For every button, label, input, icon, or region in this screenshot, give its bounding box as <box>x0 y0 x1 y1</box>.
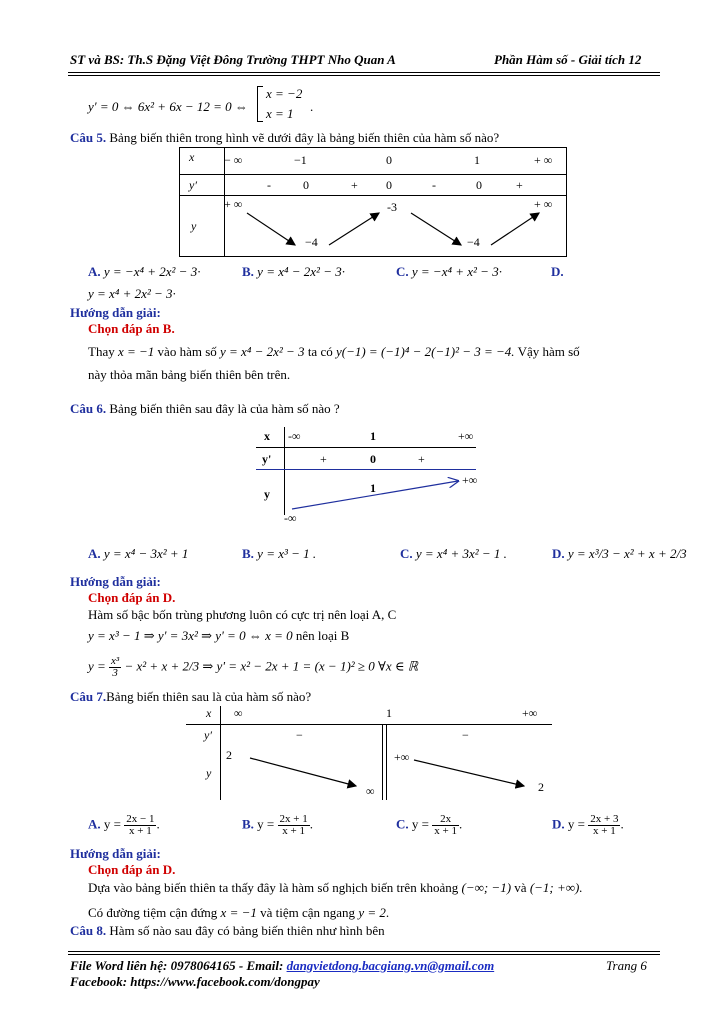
q5-x-val: 1 <box>474 153 480 167</box>
q6-option-a: A. y = x⁴ − 3x² + 1 <box>88 546 189 561</box>
q5-yp-val: + <box>516 178 523 192</box>
q5-yp-label: y′ <box>189 178 197 192</box>
q5-y-val: -3 <box>387 200 397 214</box>
q7-y-val: ∞ <box>366 784 375 798</box>
q6-arrow-up <box>292 481 458 509</box>
header-rule-bottom <box>68 75 660 76</box>
q5-x-val: 0 <box>386 153 392 167</box>
q7-arrow-down-1 <box>250 758 356 786</box>
footer-facebook: Facebook: https://www.facebook.com/dongpay <box>70 974 320 989</box>
q7-option-a: A. y = $\frac{2x - 1}{x + 1}$ . <box>88 813 160 837</box>
q5-x-label: x <box>189 150 195 164</box>
q5-yp-val: 0 <box>303 178 309 192</box>
q5-text: Bảng biến thiên trong hình vẽ dưới đây là bảng biến thiên của hàm số nào? <box>109 130 500 145</box>
q5-x-val: + ∞ <box>534 153 553 167</box>
header-rule-top <box>68 72 660 73</box>
intro-root-1: x = −2 <box>266 86 303 101</box>
q5-answer: Chọn đáp án B. <box>88 321 175 336</box>
footer-email-link[interactable]: dangvietdong.bacgiang.vn@gmail.com <box>286 958 495 973</box>
q7-guide-label: Hướng dẫn giải: <box>70 846 161 861</box>
q5-arrow-down-1 <box>247 213 295 245</box>
q7-answer: Chọn đáp án D. <box>88 862 176 877</box>
q6-x-val: +∞ <box>458 429 474 443</box>
q5-y-val: −4 <box>467 235 480 249</box>
q6-y-label: y <box>264 487 270 501</box>
q6-y-val: +∞ <box>462 473 478 487</box>
q5-yp-val: - <box>432 178 436 192</box>
q7-yp-label: y′ <box>204 728 212 742</box>
q5-yp-val: 0 <box>386 178 392 192</box>
q6-variation-table <box>256 427 478 523</box>
q5-label: Câu 5. <box>70 130 107 145</box>
q5-option-a: A. y = −x⁴ + 2x² − 3· <box>88 264 201 279</box>
q7-text: Bảng biến thiên sau là của hàm số nào? <box>106 689 312 704</box>
q5-yp-val: - <box>267 178 271 192</box>
q6-option-b: B. y = x³ − 1 . <box>242 546 317 561</box>
q6-x-label: x <box>264 429 270 443</box>
q6-yp-val: 0 <box>370 452 376 466</box>
q6-yp-val: + <box>418 452 425 466</box>
q8-question <box>70 923 385 939</box>
q5-option-d-letter: D. <box>551 264 564 279</box>
q7-yp-val: − <box>462 728 469 742</box>
q5-x-val: −1 <box>294 153 307 167</box>
q6-label: Câu 6. <box>70 401 107 416</box>
footer-line-1: File Word liên hệ: 0978064165 - Email: dangvietdong.bacgiang.vn@gmail.com <box>70 958 495 973</box>
q5-y-val: + ∞ <box>534 197 553 211</box>
q7-option-c: C. y = $\frac{2x}{x + 1}$ . <box>396 813 463 837</box>
q5-x-val: − ∞ <box>224 153 243 167</box>
q7-label: Câu 7. <box>70 689 107 704</box>
q6-answer: Chọn đáp án D. <box>88 590 176 605</box>
q6-guide-label: Hướng dẫn giải: <box>70 574 161 589</box>
q5-option-b: B. y = x⁴ − 2x² − 3· <box>242 264 345 279</box>
q6-solution-line-1: Hàm số bậc bốn trùng phương luôn có cực trị nên loại A, C <box>88 607 397 622</box>
q7-y-val: 2 <box>538 780 544 794</box>
q6-solution-line-3: y = $\frac{\text{x³}}{3}$ − x² + x + 2/3 ⇒ y' = x² − 2x + 1 = (x − 1)² ≥ 0 ∀x ∈ ℝ <box>88 655 419 679</box>
footer-rule-top <box>68 951 660 952</box>
q5-arrow-up-1 <box>329 213 379 245</box>
q5-question <box>70 130 499 146</box>
q6-solution-line-2: y = x³ − 1 ⇒ y' = 3x² ⇒ y' = 0 ⇔ x = 0 nên loại B <box>88 628 350 643</box>
q6-x-val: -∞ <box>288 429 301 443</box>
footer-rule-bottom <box>68 954 660 955</box>
q7-x-val: ∞ <box>234 706 243 720</box>
q7-arrow-down-2 <box>414 760 524 786</box>
q6-text: Bảng biến thiên sau đây là của hàm số nào ? <box>109 401 340 416</box>
q7-y-label: y <box>206 766 212 780</box>
q5-y-val: −4 <box>305 235 318 249</box>
q5-option-c: C. y = −x⁴ + x² − 3· <box>396 264 502 279</box>
q5-guide-label: Hướng dẫn giải: <box>70 305 161 320</box>
q7-yp-val: − <box>296 728 303 742</box>
q5-option-d-expr: y = x⁴ + 2x² − 3· <box>88 286 176 301</box>
q7-arrows <box>186 706 552 800</box>
q7-solution-line-2: Có đường tiệm cận đứng x = −1 và tiệm cận ngang y = 2. <box>88 905 390 920</box>
q6-y-val: -∞ <box>284 511 297 525</box>
q6-yp-label: y' <box>262 452 272 466</box>
q5-solution-line-2: này thỏa mãn bảng biến thiên bên trên. <box>88 367 291 382</box>
q8-label: Câu 8. <box>70 923 107 938</box>
q5-arrow-down-2 <box>411 213 461 245</box>
intro-end: . <box>310 99 314 114</box>
intro-root-2: x = 1 <box>266 106 294 121</box>
q5-solution-line-1: Thay x = −1 vào hàm số y = x⁴ − 2x² − 3 ta có y(−1) = (−1)⁴ − 2(−1)² − 3 = −4. Vậy hàm số <box>88 344 580 359</box>
q7-y-val: 2 <box>226 748 232 762</box>
q5-yp-val: + <box>351 178 358 192</box>
q7-question <box>70 689 311 705</box>
q5-arrows <box>179 147 567 257</box>
intro-equation: y′ = 0 ⇔ 6x² + 6x − 12 = 0 ⇔ <box>88 99 248 114</box>
q6-question <box>70 401 340 417</box>
q7-y-val: +∞ <box>394 750 410 764</box>
q7-option-b: B. y = $\frac{2x + 1}{x + 1}$ . <box>242 813 313 837</box>
intro-bracket <box>257 86 263 122</box>
q7-x-label: x <box>206 706 212 720</box>
q7-option-d: D. y = $\frac{2x + 3}{x + 1}$ . <box>552 813 624 837</box>
q5-variation-table <box>179 147 567 257</box>
q6-option-c: C. y = x⁴ + 3x² − 1 . <box>400 546 507 561</box>
q6-option-d: D. y = x³/3 − x² + x + 2/3 <box>552 546 687 561</box>
q7-variation-table <box>186 706 552 800</box>
q6-yp-val: + <box>320 452 327 466</box>
q7-x-val: 1 <box>386 706 392 720</box>
q5-yp-val: 0 <box>476 178 482 192</box>
q6-y-val: 1 <box>370 481 376 495</box>
q7-solution-line-1: Dựa vào bảng biến thiên ta thấy đây là hàm số nghịch biến trên khoảng (−∞; −1) và (−1; +∞). <box>88 880 583 895</box>
q5-arrow-up-2 <box>491 213 539 245</box>
header-left: ST và BS: Th.S Đặng Việt Đông Trường THPT Nho Quan A <box>70 52 396 67</box>
q5-y-val: + ∞ <box>224 197 243 211</box>
footer-page-number: Trang 6 <box>606 958 647 973</box>
q6-x-val: 1 <box>370 429 376 443</box>
q6-arrows <box>256 427 478 523</box>
q5-y-label: y <box>191 219 197 233</box>
q7-x-val: +∞ <box>522 706 538 720</box>
header-right: Phần Hàm số - Giải tích 12 <box>494 52 642 67</box>
q8-text: Hàm số nào sau đây có bảng biến thiên như hình bên <box>109 923 385 938</box>
